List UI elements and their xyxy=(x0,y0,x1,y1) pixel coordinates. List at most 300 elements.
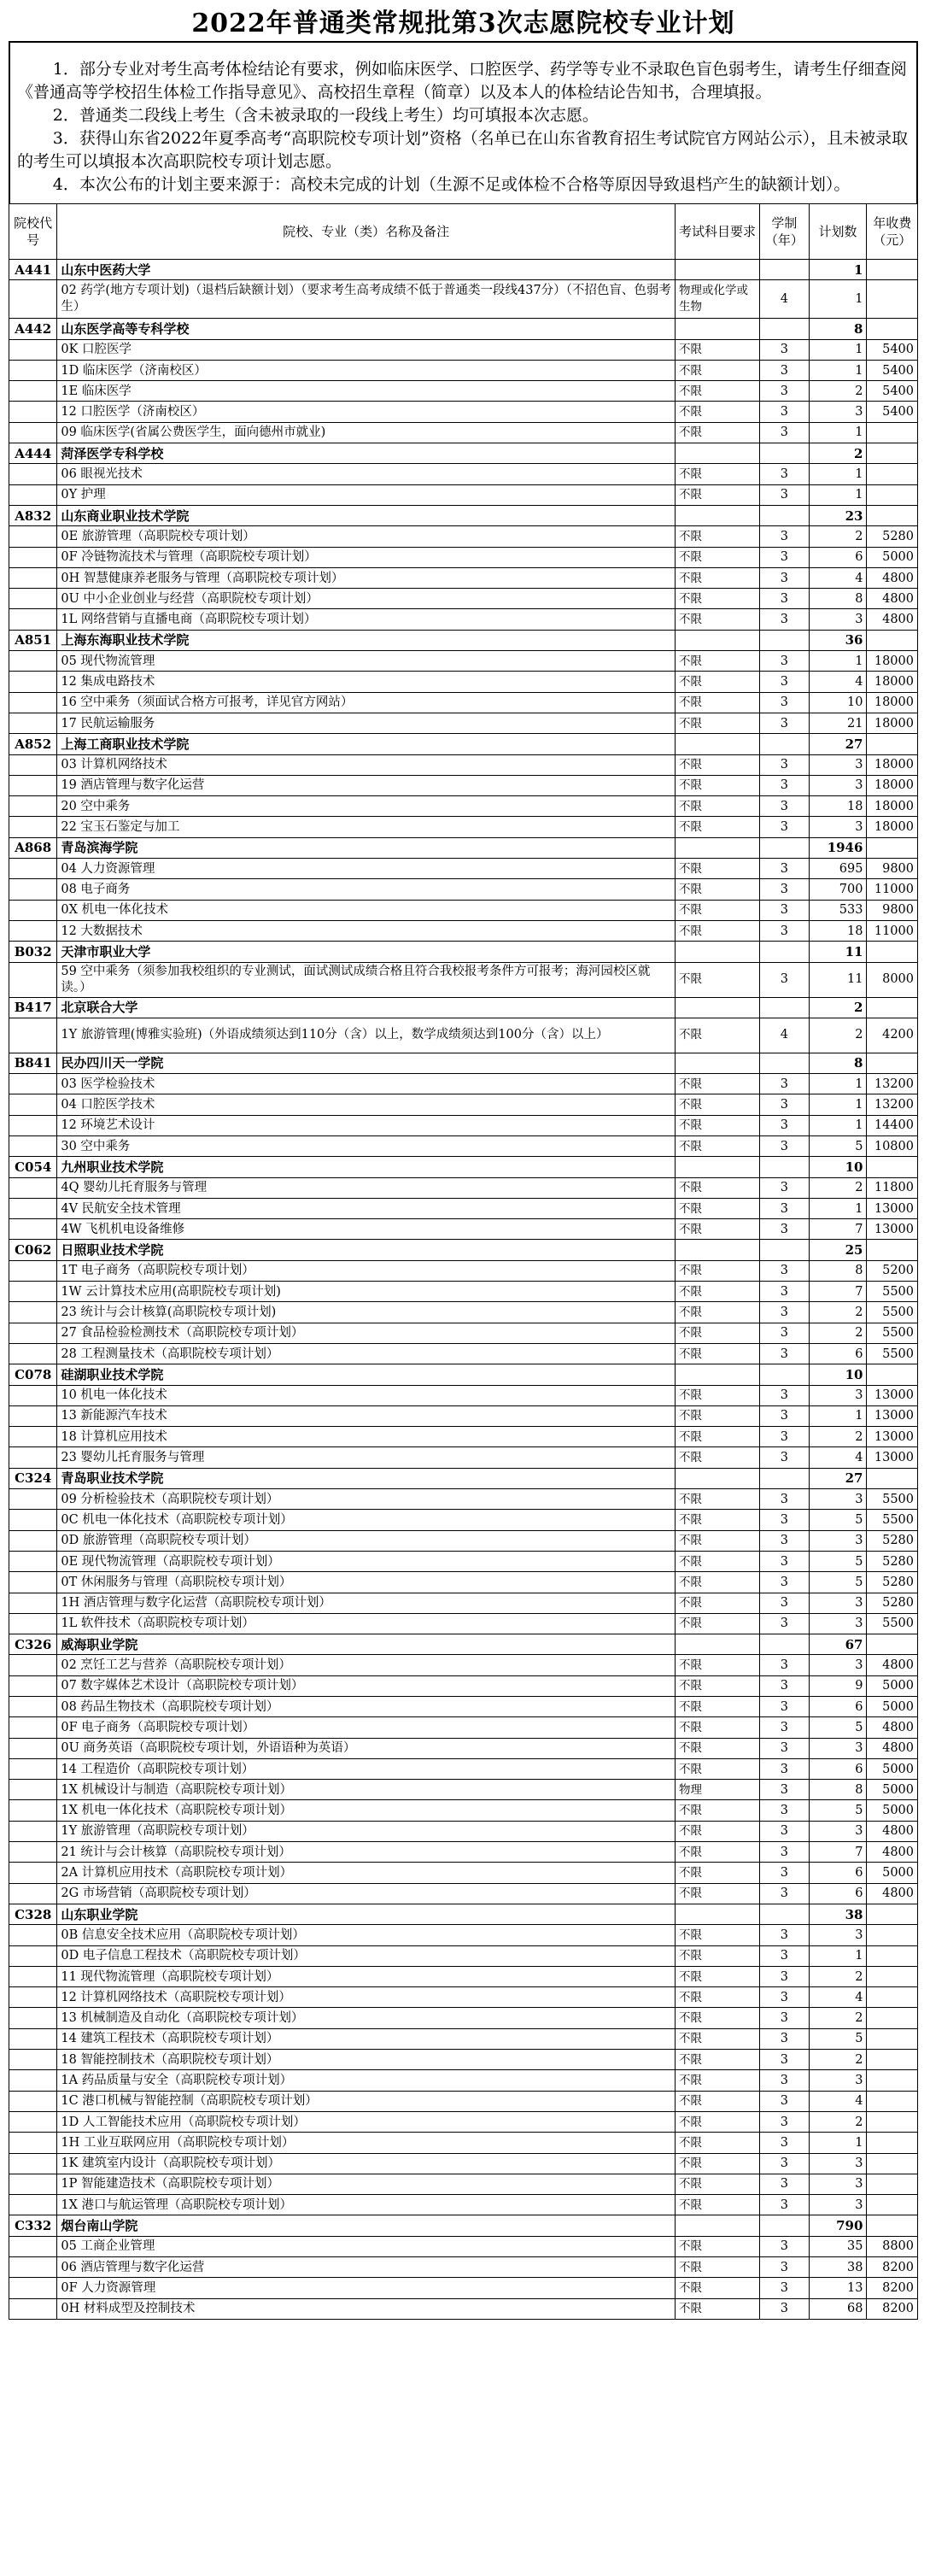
code-cell xyxy=(9,672,57,692)
plan-cell: 2 xyxy=(809,526,867,547)
major-name-cell: 1D 人工智能技术应用（高职院校专项计划） xyxy=(57,2111,676,2132)
code-cell xyxy=(9,1842,57,1863)
fee-cell xyxy=(867,2070,918,2091)
plan-cell: 8 xyxy=(809,1780,867,1800)
major-name-cell: 1T 电子商务（高职院校专项计划） xyxy=(57,1260,676,1281)
fee-cell xyxy=(867,1364,918,1385)
major-row xyxy=(9,1198,918,1218)
years-cell: 3 xyxy=(760,2174,809,2194)
major-name-cell: 06 眼视光技术 xyxy=(57,464,676,484)
notes-box xyxy=(9,41,918,203)
years-cell xyxy=(760,2215,809,2236)
fee-cell: 11000 xyxy=(867,920,918,941)
years-cell: 3 xyxy=(760,381,809,402)
code-cell xyxy=(9,2257,57,2278)
major-name-cell: 14 建筑工程技术（高职院校专项计划） xyxy=(57,2028,676,2049)
requirement-cell: 不限 xyxy=(675,1198,759,1218)
fee-cell: 8200 xyxy=(867,2298,918,2319)
school-name-cell: 菏泽医学专科学校 xyxy=(57,443,676,464)
code-cell xyxy=(9,859,57,879)
code-cell xyxy=(9,339,57,360)
major-name-cell: 03 医学检验技术 xyxy=(57,1074,676,1094)
major-name-cell: 07 数字媒体艺术设计（高职院校专项计划） xyxy=(57,1675,676,1696)
plan-cell: 35 xyxy=(809,2236,867,2256)
fee-cell: 4800 xyxy=(867,1738,918,1758)
years-cell xyxy=(760,1634,809,1655)
fee-cell: 8000 xyxy=(867,962,918,997)
major-row xyxy=(9,900,918,920)
fee-cell: 4800 xyxy=(867,1821,918,1841)
code-cell xyxy=(9,1613,57,1634)
major-name-cell: 17 民航运输服务 xyxy=(57,713,676,733)
plan-cell: 10 xyxy=(809,1364,867,1385)
years-cell: 3 xyxy=(760,817,809,837)
major-name-cell: 0H 材料成型及控制技术 xyxy=(57,2298,676,2319)
years-cell: 3 xyxy=(760,1613,809,1634)
fee-cell: 5000 xyxy=(867,1758,918,1779)
fee-cell xyxy=(867,942,918,962)
table-body xyxy=(9,260,918,2320)
requirement-cell xyxy=(675,997,759,1018)
years-cell xyxy=(760,837,809,858)
school-row xyxy=(9,1634,918,1655)
plan-cell: 3 xyxy=(809,2195,867,2215)
fee-cell xyxy=(867,1904,918,1924)
fee-cell: 5500 xyxy=(867,1489,918,1510)
plan-cell: 4 xyxy=(809,567,867,588)
years-cell: 3 xyxy=(760,2008,809,2028)
years-cell: 3 xyxy=(760,920,809,941)
years-cell: 3 xyxy=(760,1074,809,1094)
requirement-cell: 不限 xyxy=(675,1282,759,1302)
fee-cell: 5500 xyxy=(867,1302,918,1323)
years-cell: 3 xyxy=(760,2091,809,2111)
requirement-cell: 不限 xyxy=(675,1405,759,1426)
school-name-cell: 山东医学高等专科学校 xyxy=(57,319,676,339)
fee-cell xyxy=(867,734,918,754)
major-name-cell: 13 新能源汽车技术 xyxy=(57,1405,676,1426)
major-row xyxy=(9,1405,918,1426)
school-name-cell: 山东职业学院 xyxy=(57,1904,676,1924)
code-cell xyxy=(9,1343,57,1364)
requirement-cell: 不限 xyxy=(675,1613,759,1634)
code-cell xyxy=(9,962,57,997)
code-cell: C332 xyxy=(9,2215,57,2236)
years-cell xyxy=(760,1240,809,1260)
note-2: 2．普通类二段线上考生（含未被录取的一段线上考生）均可填报本次志愿。 xyxy=(52,106,599,125)
major-name-cell: 0U 中小企业创业与经营（高职院校专项计划） xyxy=(57,589,676,609)
years-cell: 3 xyxy=(760,879,809,900)
major-row xyxy=(9,1135,918,1156)
code-cell xyxy=(9,775,57,795)
fee-cell: 5280 xyxy=(867,1530,918,1551)
major-row xyxy=(9,1613,918,1634)
requirement-cell: 不限 xyxy=(675,1883,759,1904)
requirement-cell: 不限 xyxy=(675,2028,759,2049)
requirement-cell: 不限 xyxy=(675,1302,759,1323)
fee-cell: 11800 xyxy=(867,1177,918,1198)
major-row xyxy=(9,484,918,505)
fee-cell xyxy=(867,1634,918,1655)
major-row xyxy=(9,1282,918,1302)
fee-cell: 13000 xyxy=(867,1219,918,1240)
fee-cell xyxy=(867,1945,918,1966)
code-cell xyxy=(9,1738,57,1758)
code-cell xyxy=(9,1697,57,1717)
code-cell xyxy=(9,381,57,402)
plan-cell: 790 xyxy=(809,2215,867,2236)
plan-cell: 4 xyxy=(809,2091,867,2111)
years-cell: 3 xyxy=(760,1655,809,1675)
fee-cell: 4800 xyxy=(867,1842,918,1863)
fee-cell: 13000 xyxy=(867,1427,918,1447)
code-cell xyxy=(9,1925,57,1945)
fee-cell xyxy=(867,2174,918,2194)
major-row xyxy=(9,567,918,588)
fee-cell: 9800 xyxy=(867,859,918,879)
plan-cell: 25 xyxy=(809,1240,867,1260)
school-name-cell: 民办四川天一学院 xyxy=(57,1053,676,1073)
plan-cell: 8 xyxy=(809,1053,867,1073)
years-cell: 3 xyxy=(760,547,809,567)
major-row xyxy=(9,692,918,713)
requirement-cell xyxy=(675,942,759,962)
requirement-cell: 不限 xyxy=(675,2236,759,2256)
code-cell xyxy=(9,879,57,900)
fee-cell xyxy=(867,484,918,505)
major-name-cell: 02 药学(地方专项计划)（退档后缺额计划）（要求考生高考成绩不低于普通类一段线437分）（不招色盲、色弱考生） xyxy=(57,280,676,319)
requirement-cell: 不限 xyxy=(675,2050,759,2070)
plan-cell: 3 xyxy=(809,754,867,775)
code-cell xyxy=(9,2028,57,2049)
code-cell xyxy=(9,1863,57,1883)
plan-cell: 1 xyxy=(809,484,867,505)
major-name-cell: 16 空中乘务（须面试合格方可报考，详见官方网站） xyxy=(57,692,676,713)
plan-cell: 5 xyxy=(809,1717,867,1738)
fee-cell: 14400 xyxy=(867,1115,918,1135)
school-row xyxy=(9,505,918,525)
fee-cell: 5500 xyxy=(867,1282,918,1302)
major-name-cell: 0E 现代物流管理（高职院校专项计划） xyxy=(57,1551,676,1571)
major-row xyxy=(9,464,918,484)
code-cell xyxy=(9,484,57,505)
fee-cell: 18000 xyxy=(867,817,918,837)
plan-cell: 2 xyxy=(809,1018,867,1053)
years-cell: 3 xyxy=(760,609,809,630)
requirement-cell: 不限 xyxy=(675,381,759,402)
major-row xyxy=(9,2174,918,2194)
major-row xyxy=(9,1738,918,1758)
major-name-cell: 04 口腔医学技术 xyxy=(57,1094,676,1115)
requirement-cell xyxy=(675,837,759,858)
school-name-cell: 上海工商职业技术学院 xyxy=(57,734,676,754)
note-1: 1．部分专业对考生高考体检结论有要求，例如临床医学、口腔医学、药学等专业不录取色盲色弱考生，请考生仔细查阅《普通高等学校招生体检工作指导意见》、高校招生章程（简章）以及本人的体检结论告知书，合理填报。 xyxy=(17,60,907,102)
major-row xyxy=(9,754,918,775)
fee-cell: 18000 xyxy=(867,796,918,817)
requirement-cell: 不限 xyxy=(675,1655,759,1675)
school-name-cell: 天津市职业大学 xyxy=(57,942,676,962)
major-row xyxy=(9,1219,918,1240)
major-name-cell: 08 药品生物技术（高职院校专项计划） xyxy=(57,1697,676,1717)
fee-cell: 18000 xyxy=(867,672,918,692)
plan-cell: 1 xyxy=(809,339,867,360)
major-row xyxy=(9,1094,918,1115)
fee-cell xyxy=(867,2028,918,2049)
fee-cell: 4800 xyxy=(867,609,918,630)
requirement-cell: 不限 xyxy=(675,1018,759,1053)
fee-cell xyxy=(867,2133,918,2153)
major-row xyxy=(9,672,918,692)
requirement-cell: 不限 xyxy=(675,464,759,484)
major-name-cell: 11 现代物流管理（高职院校专项计划） xyxy=(57,1966,676,1986)
major-row xyxy=(9,796,918,817)
years-cell: 3 xyxy=(760,672,809,692)
fee-cell: 5000 xyxy=(867,1863,918,1883)
requirement-cell: 不限 xyxy=(675,589,759,609)
requirement-cell: 不限 xyxy=(675,526,759,547)
years-cell: 3 xyxy=(760,1551,809,1571)
plan-cell: 2 xyxy=(809,2008,867,2028)
major-name-cell: 0K 口腔医学 xyxy=(57,339,676,360)
major-row xyxy=(9,1343,918,1364)
header-name: 院校、专业（类）名称及备注 xyxy=(57,204,676,260)
code-cell xyxy=(9,1758,57,1779)
plan-cell: 3 xyxy=(809,2174,867,2194)
years-cell: 3 xyxy=(760,1717,809,1738)
major-row xyxy=(9,1675,918,1696)
fee-cell: 5280 xyxy=(867,1572,918,1593)
major-row xyxy=(9,817,918,837)
major-row xyxy=(9,920,918,941)
code-cell: A868 xyxy=(9,837,57,858)
major-row xyxy=(9,280,918,319)
fee-cell: 4200 xyxy=(867,1018,918,1053)
major-row xyxy=(9,2111,918,2132)
major-row xyxy=(9,1717,918,1738)
fee-cell: 13000 xyxy=(867,1447,918,1468)
code-cell xyxy=(9,1198,57,1218)
note-3: 3．获得山东省2022年夏季高考“高职院校专项计划”资格（名单已在山东省教育招生考试院官方网站公示），且未被录取的考生可以填报本次高职院校专项计划志愿。 xyxy=(17,129,909,171)
requirement-cell: 物理 xyxy=(675,1780,759,1800)
major-name-cell: 12 环境艺术设计 xyxy=(57,1115,676,1135)
requirement-cell: 不限 xyxy=(675,920,759,941)
document-page xyxy=(9,0,918,2320)
plan-cell: 3 xyxy=(809,609,867,630)
school-name-cell: 山东中医药大学 xyxy=(57,260,676,280)
fee-cell xyxy=(867,1966,918,1986)
major-row xyxy=(9,526,918,547)
years-cell: 3 xyxy=(760,1260,809,1281)
plan-cell: 68 xyxy=(809,2298,867,2319)
requirement-cell: 不限 xyxy=(675,1966,759,1986)
major-name-cell: 1W 云计算技术应用(高职院校专项计划) xyxy=(57,1282,676,1302)
years-cell xyxy=(760,1053,809,1073)
major-name-cell: 1C 港口机械与智能控制（高职院校专项计划） xyxy=(57,2091,676,2111)
major-name-cell: 0E 旅游管理（高职院校专项计划） xyxy=(57,526,676,547)
code-cell xyxy=(9,1945,57,1966)
requirement-cell xyxy=(675,443,759,464)
plan-cell: 8 xyxy=(809,589,867,609)
fee-cell: 5500 xyxy=(867,1613,918,1634)
years-cell: 3 xyxy=(760,1489,809,1510)
code-cell xyxy=(9,589,57,609)
major-name-cell: 10 机电一体化技术 xyxy=(57,1385,676,1405)
code-cell xyxy=(9,796,57,817)
plan-cell: 10 xyxy=(809,1157,867,1177)
code-cell xyxy=(9,754,57,775)
school-row xyxy=(9,1053,918,1073)
years-cell: 3 xyxy=(760,2278,809,2298)
major-name-cell: 21 统计与会计核算（高职院校专项计划） xyxy=(57,1842,676,1863)
major-name-cell: 02 烹饪工艺与营养（高职院校专项计划） xyxy=(57,1655,676,1675)
code-cell xyxy=(9,2008,57,2028)
plan-cell: 1 xyxy=(809,280,867,319)
major-row xyxy=(9,1883,918,1904)
code-cell xyxy=(9,1675,57,1696)
fee-cell xyxy=(867,319,918,339)
school-row xyxy=(9,1468,918,1488)
major-name-cell: 06 酒店管理与数字化运营 xyxy=(57,2257,676,2278)
school-row xyxy=(9,319,918,339)
major-name-cell: 23 统计与会计核算(高职院校专项计划) xyxy=(57,1302,676,1323)
fee-cell: 5200 xyxy=(867,1260,918,1281)
plan-cell: 2 xyxy=(809,2111,867,2132)
years-cell: 3 xyxy=(760,339,809,360)
requirement-cell: 不限 xyxy=(675,547,759,567)
plan-cell: 2 xyxy=(809,1966,867,1986)
major-row xyxy=(9,2257,918,2278)
requirement-cell: 不限 xyxy=(675,1758,759,1779)
major-name-cell: 28 工程测量技术（高职院校专项计划） xyxy=(57,1343,676,1364)
plan-cell: 9 xyxy=(809,1675,867,1696)
major-row xyxy=(9,1780,918,1800)
fee-cell: 9800 xyxy=(867,900,918,920)
major-row xyxy=(9,1966,918,1986)
years-cell xyxy=(760,997,809,1018)
years-cell: 3 xyxy=(760,2257,809,2278)
requirement-cell: 不限 xyxy=(675,1738,759,1758)
plan-cell: 7 xyxy=(809,1842,867,1863)
school-name-cell: 威海职业学院 xyxy=(57,1634,676,1655)
requirement-cell: 不限 xyxy=(675,1510,759,1530)
school-row xyxy=(9,1157,918,1177)
years-cell: 3 xyxy=(760,2298,809,2319)
school-name-cell: 北京联合大学 xyxy=(57,997,676,1018)
code-cell xyxy=(9,1018,57,1053)
code-cell xyxy=(9,713,57,733)
years-cell: 3 xyxy=(760,1135,809,1156)
plan-cell: 1 xyxy=(809,260,867,280)
code-cell xyxy=(9,2278,57,2298)
requirement-cell: 不限 xyxy=(675,1489,759,1510)
requirement-cell: 不限 xyxy=(675,2091,759,2111)
major-row xyxy=(9,2070,918,2091)
major-row xyxy=(9,2133,918,2153)
years-cell: 3 xyxy=(760,1821,809,1841)
major-row xyxy=(9,1302,918,1323)
fee-cell: 4800 xyxy=(867,567,918,588)
plan-cell: 3 xyxy=(809,1821,867,1841)
requirement-cell: 不限 xyxy=(675,879,759,900)
major-name-cell: 30 空中乘务 xyxy=(57,1135,676,1156)
fee-cell xyxy=(867,997,918,1018)
major-name-cell: 1X 机电一体化技术（高职院校专项计划） xyxy=(57,1800,676,1821)
requirement-cell: 不限 xyxy=(675,1925,759,1945)
major-row xyxy=(9,1177,918,1198)
major-row xyxy=(9,1489,918,1510)
plan-cell: 5 xyxy=(809,2028,867,2049)
code-cell xyxy=(9,2050,57,2070)
fee-cell: 13200 xyxy=(867,1094,918,1115)
major-row xyxy=(9,1945,918,1966)
requirement-cell: 不限 xyxy=(675,692,759,713)
school-row xyxy=(9,942,918,962)
requirement-cell: 不限 xyxy=(675,2278,759,2298)
code-cell xyxy=(9,422,57,443)
years-cell: 3 xyxy=(760,589,809,609)
years-cell xyxy=(760,1468,809,1488)
major-row xyxy=(9,879,918,900)
years-cell: 3 xyxy=(760,1738,809,1758)
plan-cell: 6 xyxy=(809,1883,867,1904)
plan-cell: 6 xyxy=(809,547,867,567)
major-name-cell: 12 口腔医学（济南校区） xyxy=(57,402,676,422)
major-row xyxy=(9,1427,918,1447)
code-cell xyxy=(9,1883,57,1904)
fee-cell: 4800 xyxy=(867,1717,918,1738)
requirement-cell: 不限 xyxy=(675,1593,759,1613)
years-cell: 3 xyxy=(760,1530,809,1551)
plan-cell: 18 xyxy=(809,796,867,817)
years-cell: 3 xyxy=(760,2050,809,2070)
plan-cell: 2 xyxy=(809,2050,867,2070)
years-cell: 3 xyxy=(760,567,809,588)
plan-cell: 3 xyxy=(809,1613,867,1634)
plan-cell: 1 xyxy=(809,1405,867,1426)
major-row xyxy=(9,422,918,443)
school-row xyxy=(9,734,918,754)
major-name-cell: 20 空中乘务 xyxy=(57,796,676,817)
years-cell: 3 xyxy=(760,2133,809,2153)
major-name-cell: 1E 临床医学 xyxy=(57,381,676,402)
years-cell xyxy=(760,260,809,280)
years-cell: 3 xyxy=(760,2028,809,2049)
school-name-cell: 青岛职业技术学院 xyxy=(57,1468,676,1488)
years-cell xyxy=(760,1157,809,1177)
major-row xyxy=(9,1842,918,1863)
major-row xyxy=(9,775,918,795)
plan-cell: 27 xyxy=(809,1468,867,1488)
plan-cell: 7 xyxy=(809,1282,867,1302)
major-name-cell: 13 机械制造及自动化（高职院校专项计划） xyxy=(57,2008,676,2028)
years-cell: 3 xyxy=(760,1094,809,1115)
code-cell xyxy=(9,1115,57,1135)
major-row xyxy=(9,1925,918,1945)
years-cell: 3 xyxy=(760,1177,809,1198)
plan-cell: 1 xyxy=(809,360,867,380)
plan-cell: 10 xyxy=(809,692,867,713)
major-row xyxy=(9,2298,918,2319)
plan-cell: 1 xyxy=(809,651,867,672)
requirement-cell xyxy=(675,734,759,754)
school-name-cell: 日照职业技术学院 xyxy=(57,1240,676,1260)
fee-cell: 18000 xyxy=(867,651,918,672)
years-cell xyxy=(760,1364,809,1385)
requirement-cell: 不限 xyxy=(675,1945,759,1966)
years-cell: 3 xyxy=(760,1925,809,1945)
years-cell: 3 xyxy=(760,900,809,920)
major-name-cell: 1H 工业互联网应用（高职院校专项计划） xyxy=(57,2133,676,2153)
